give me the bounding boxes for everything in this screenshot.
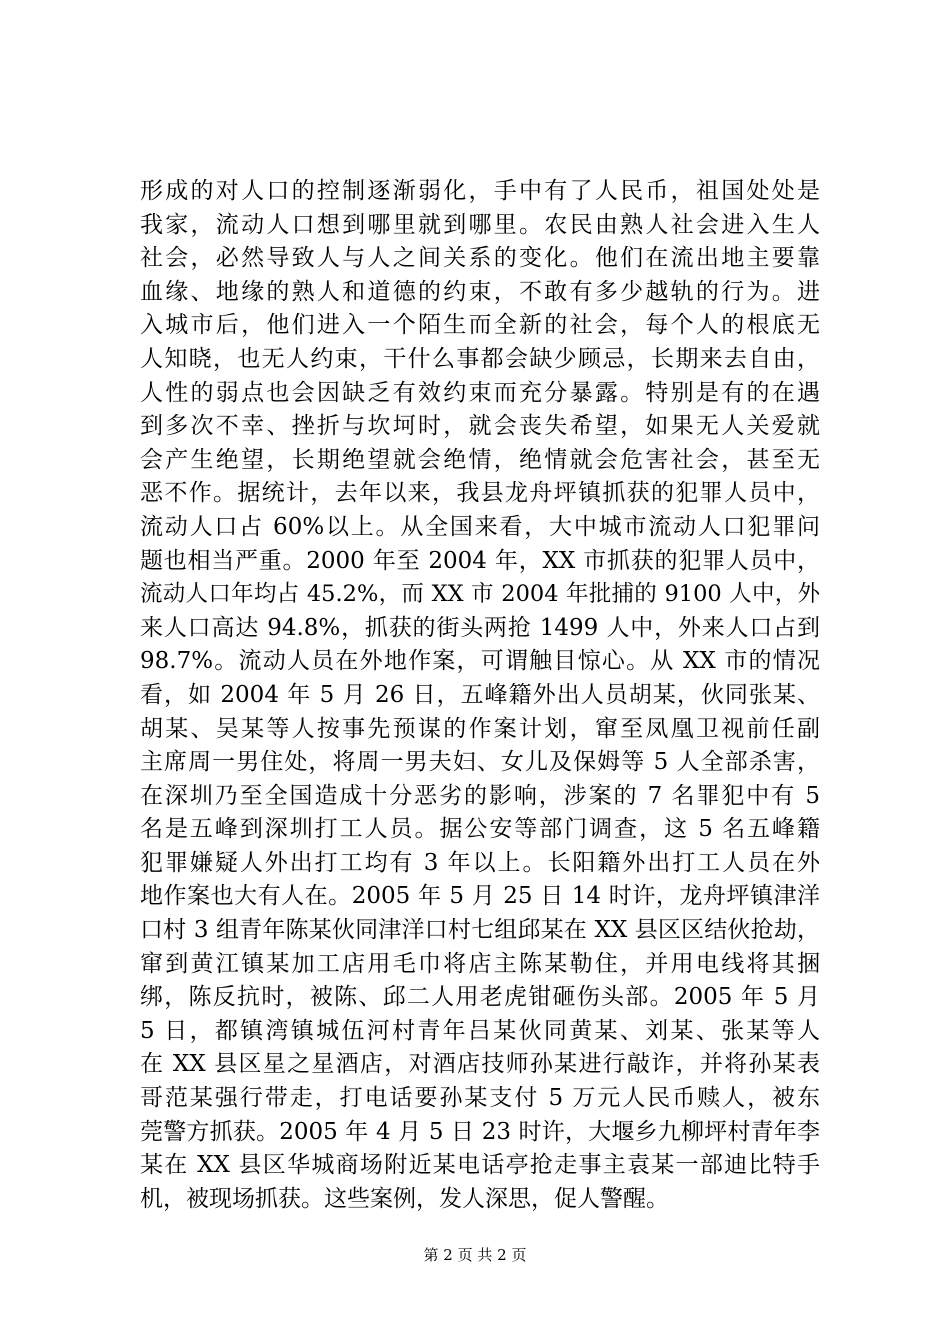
text-line: 绑，陈反抗时，被陈、邱二人用老虎钳砸伤头部。2005 年 5 月 (140, 984, 820, 1011)
text-line: 到多次不幸、挫折与坎坷时，就会丧失希望，如果无人关爱就 (140, 413, 820, 440)
text-line: 口村 3 组青年陈某伙同津洋口村七组邱某在 XX 县区区结伙抢劫， (140, 917, 820, 944)
text-line: 形成的对人口的控制逐渐弱化，手中有了人民币，祖国处处是 (140, 178, 820, 204)
text-line: 哥范某强行带走，打电话要孙某支付 5 万元人民币赎人，被东 (140, 1085, 820, 1112)
text-line: 来人口高达 94.8%，抓获的街头两抢 1499 人中，外来人口占到 (140, 614, 820, 641)
text-line: 某在 XX 县区华城商场附近某电话亭抢走事主袁某一部迪比特手 (140, 1152, 820, 1179)
text-line: 血缘、地缘的熟人和道德的约束，不敢有多少越轨的行为。进 (140, 278, 820, 305)
text-line: 看，如 2004 年 5 月 26 日，五峰籍外出人员胡某，伙同张某、 (140, 681, 820, 708)
text-line: 莞警方抓获。2005 年 4 月 5 日 23 时许，大堰乡九柳坪村青年李 (140, 1118, 820, 1145)
text-line: 社会，必然导致人与人之间关系的变化。他们在流出地主要靠 (140, 245, 820, 272)
text-line: 名是五峰到深圳打工人员。据公安等部门调查，这 5 名五峰籍 (140, 816, 820, 843)
page-footer (0, 1245, 950, 1265)
text-line: 会产生绝望，长期绝望就会绝情，绝情就会危害社会，甚至无 (140, 446, 820, 473)
text-line: 人知晓，也无人约束，干什么事都会缺少顾忌，长期来去自由， (140, 345, 820, 372)
page-number-label: 第 2 页 共 2 页 (423, 1246, 527, 1264)
text-line: 5 日，都镇湾镇城伍河村青年吕某伙同黄某、刘某、张某等人 (140, 1017, 820, 1044)
text-line: 犯罪嫌疑人外出打工均有 3 年以上。长阳籍外出打工人员在外 (140, 849, 820, 876)
text-line: 流动人口占 60%以上。从全国来看，大中城市流动人口犯罪问 (140, 513, 820, 540)
text-line: 主席周一男住处，将周一男夫妇、女儿及保姆等 5 人全部杀害， (140, 749, 820, 776)
text-line: 我家，流动人口想到哪里就到哪里。农民由熟人社会进入生人 (140, 211, 820, 238)
text-line: 入城市后，他们进入一个陌生而全新的社会，每个人的根底无 (140, 312, 820, 339)
text-line: 机，被现场抓获。这些案例，发人深思，促人警醒。 (140, 1185, 669, 1212)
text-line: 胡某、吴某等人按事先预谋的作案计划，窜至凤凰卫视前任副 (140, 715, 820, 742)
text-line: 窜到黄江镇某加工店用毛巾将店主陈某勒住，并用电线将其捆 (140, 950, 820, 977)
text-line: 恶不作。据统计，去年以来，我县龙舟坪镇抓获的犯罪人员中， (140, 480, 820, 507)
text-line: 流动人口年均占 45.2%，而 XX 市 2004 年批捕的 9100 人中，外 (140, 581, 820, 608)
text-line: 98.7%。流动人员在外地作案，可谓触目惊心。从 XX 市的情况 (140, 648, 820, 675)
text-line: 在 XX 县区星之星酒店，对酒店技师孙某进行敲诈，并将孙某表 (140, 1051, 820, 1078)
text-line: 题也相当严重。2000 年至 2004 年，XX 市抓获的犯罪人员中， (140, 547, 820, 574)
body-paragraph (140, 175, 820, 1216)
text-line: 在深圳乃至全国造成十分恶劣的影响，涉案的 7 名罪犯中有 5 (140, 782, 820, 809)
text-line: 地作案也大有人在。2005 年 5 月 25 日 14 时许，龙舟坪镇津洋 (140, 883, 820, 910)
text-line: 人性的弱点也会因缺乏有效约束而充分暴露。特别是有的在遇 (140, 379, 820, 406)
